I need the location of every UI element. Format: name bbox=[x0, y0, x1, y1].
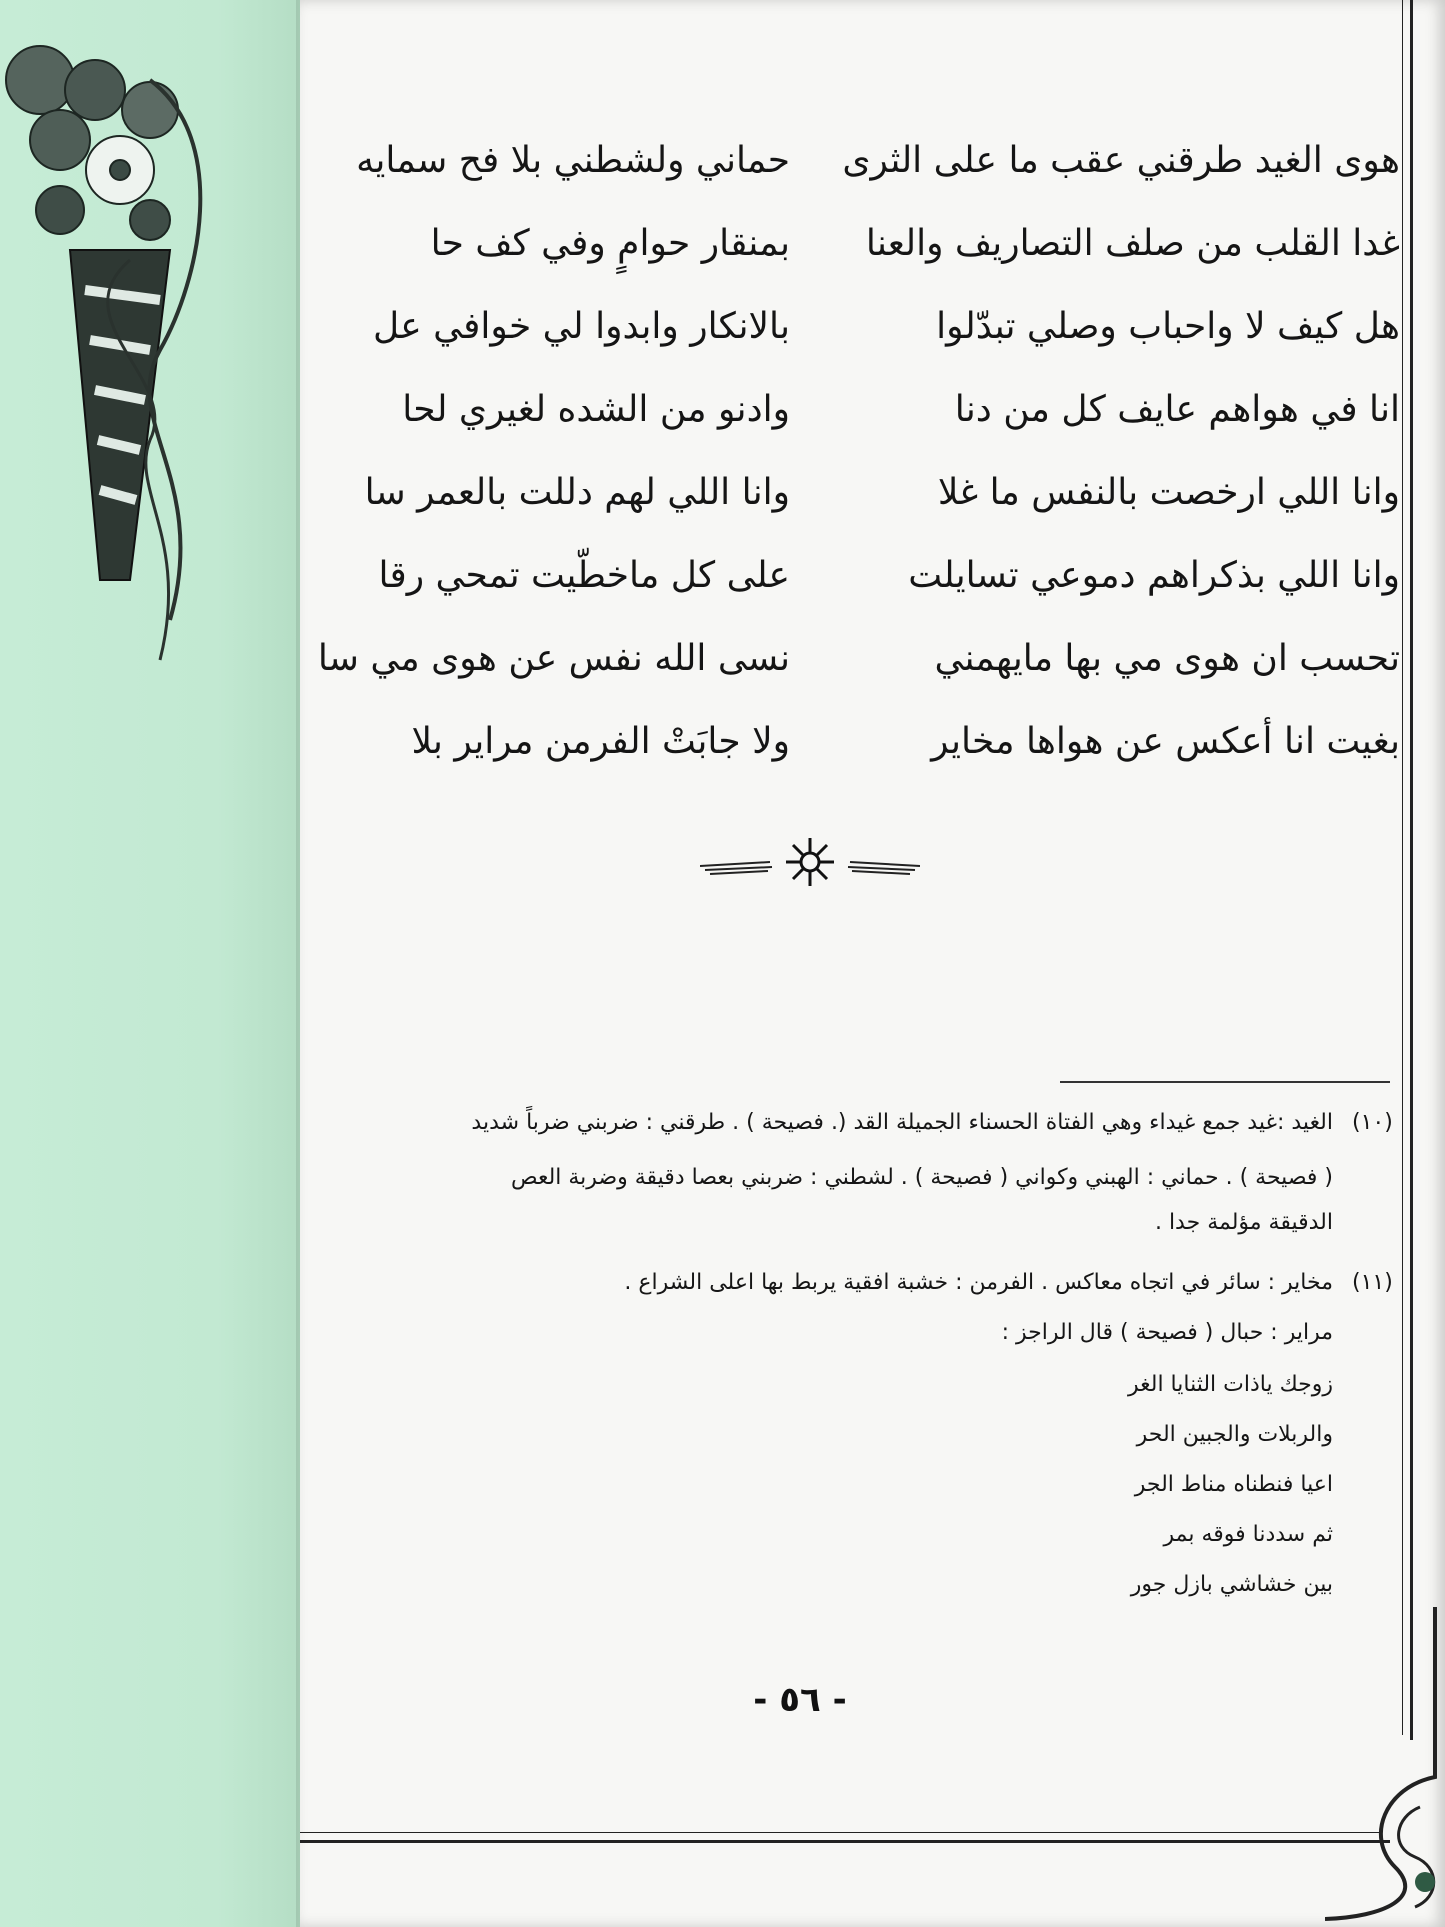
verse-second-hemistich: بمنقار حوامٍ وفي كف حا bbox=[430, 223, 790, 264]
verse-row bbox=[310, 472, 1410, 542]
verse-row bbox=[310, 721, 1410, 791]
verse-row bbox=[310, 140, 1410, 210]
verse-row bbox=[310, 306, 1410, 376]
verse-first-hemistich: بغيت انا أعكس عن هواها مخاير bbox=[931, 721, 1400, 762]
cover-flap bbox=[0, 0, 310, 1927]
section-divider-ornament bbox=[700, 830, 920, 890]
page-number: - ٥٦ - bbox=[753, 1680, 847, 1720]
footnote-number: (١٠) bbox=[1352, 1110, 1393, 1135]
poem bbox=[310, 130, 1410, 770]
verse-second-hemistich: نسى الله نفس عن هوى مي سا bbox=[317, 638, 790, 679]
footnote-line: مخاير : سائر في اتجاه معاكس . الفرمن : خشبة افقية يربط بها اعلى الشراع . bbox=[624, 1270, 1333, 1295]
verse-first-hemistich: هوى الغيد طرقني عقب ما على الثرى bbox=[842, 140, 1400, 181]
verse-first-hemistich: تحسب ان هوى مي بها مايهمني bbox=[934, 638, 1400, 679]
footnote-line: الدقيقة مؤلمة جدا . bbox=[1154, 1210, 1333, 1235]
verse-row bbox=[310, 389, 1410, 459]
footnote-line: بين خشاشي بازل جور bbox=[1130, 1572, 1333, 1597]
verse-first-hemistich: غدا القلب من صلف التصاريف والعنا bbox=[865, 223, 1400, 264]
verse-second-hemistich: حماني ولشطني بلا فح سمايه bbox=[356, 140, 790, 181]
footnote-line: والربلات والجبين الحر bbox=[1136, 1422, 1333, 1447]
verse-first-hemistich: وانا اللي بذكراهم دموعي تسايلت bbox=[908, 555, 1400, 596]
footnote-line: اعيا فنطناه مناط الجر bbox=[1134, 1472, 1333, 1497]
footnote-separator bbox=[1060, 1081, 1390, 1083]
verse-second-hemistich: ولا جابَتْ الفرمن مراير بلا bbox=[411, 721, 790, 762]
footnote-line: ثم سددنا فوقه بمر bbox=[1163, 1522, 1333, 1547]
footnote-line: الغيد :غيد جمع غيداء وهي الفتاة الحسناء الجميلة القد (. فصيحة ) . طرقني : ضربني ضرباً شديد bbox=[471, 1110, 1333, 1135]
verse-second-hemistich: بالانكار وابدوا لي خوافي عل bbox=[372, 306, 790, 347]
page-border-bottom-inner bbox=[300, 1832, 1380, 1833]
verse-second-hemistich: وادنو من الشده لغيري لحا bbox=[402, 389, 790, 430]
verse-second-hemistich: على كل ماخطّيت تمحي رقا bbox=[378, 555, 790, 596]
footnote-number: (١١) bbox=[1352, 1270, 1393, 1295]
verse-first-hemistich: هل كيف لا واحباب وصلي تبدّلوا bbox=[936, 306, 1400, 347]
flower-bouquet-illustration bbox=[0, 20, 260, 680]
verse-first-hemistich: انا في هواهم عايف كل من دنا bbox=[954, 389, 1400, 430]
corner-ornament bbox=[1325, 1607, 1445, 1927]
verse-row bbox=[310, 555, 1410, 625]
verse-second-hemistich: وانا اللي لهم دللت بالعمر سا bbox=[364, 472, 790, 513]
verse-row bbox=[310, 223, 1410, 293]
footnote-line: ( فصيحة ) . حماني : الهبني وكواني ( فصيحة ) . لشطني : ضربني بعصا دقيقة وضربة العص bbox=[511, 1165, 1333, 1190]
verse-first-hemistich: وانا اللي ارخصت بالنفس ما غلا bbox=[937, 472, 1400, 513]
footnote-line: زوجك ياذات الثنايا الغر bbox=[1127, 1372, 1333, 1397]
page-border-bottom bbox=[300, 1840, 1390, 1843]
footnote-line: مراير : حبال ( فصيحة ) قال الراجز : bbox=[1001, 1320, 1333, 1345]
page-border-right bbox=[1410, 0, 1413, 1740]
verse-row bbox=[310, 638, 1410, 708]
